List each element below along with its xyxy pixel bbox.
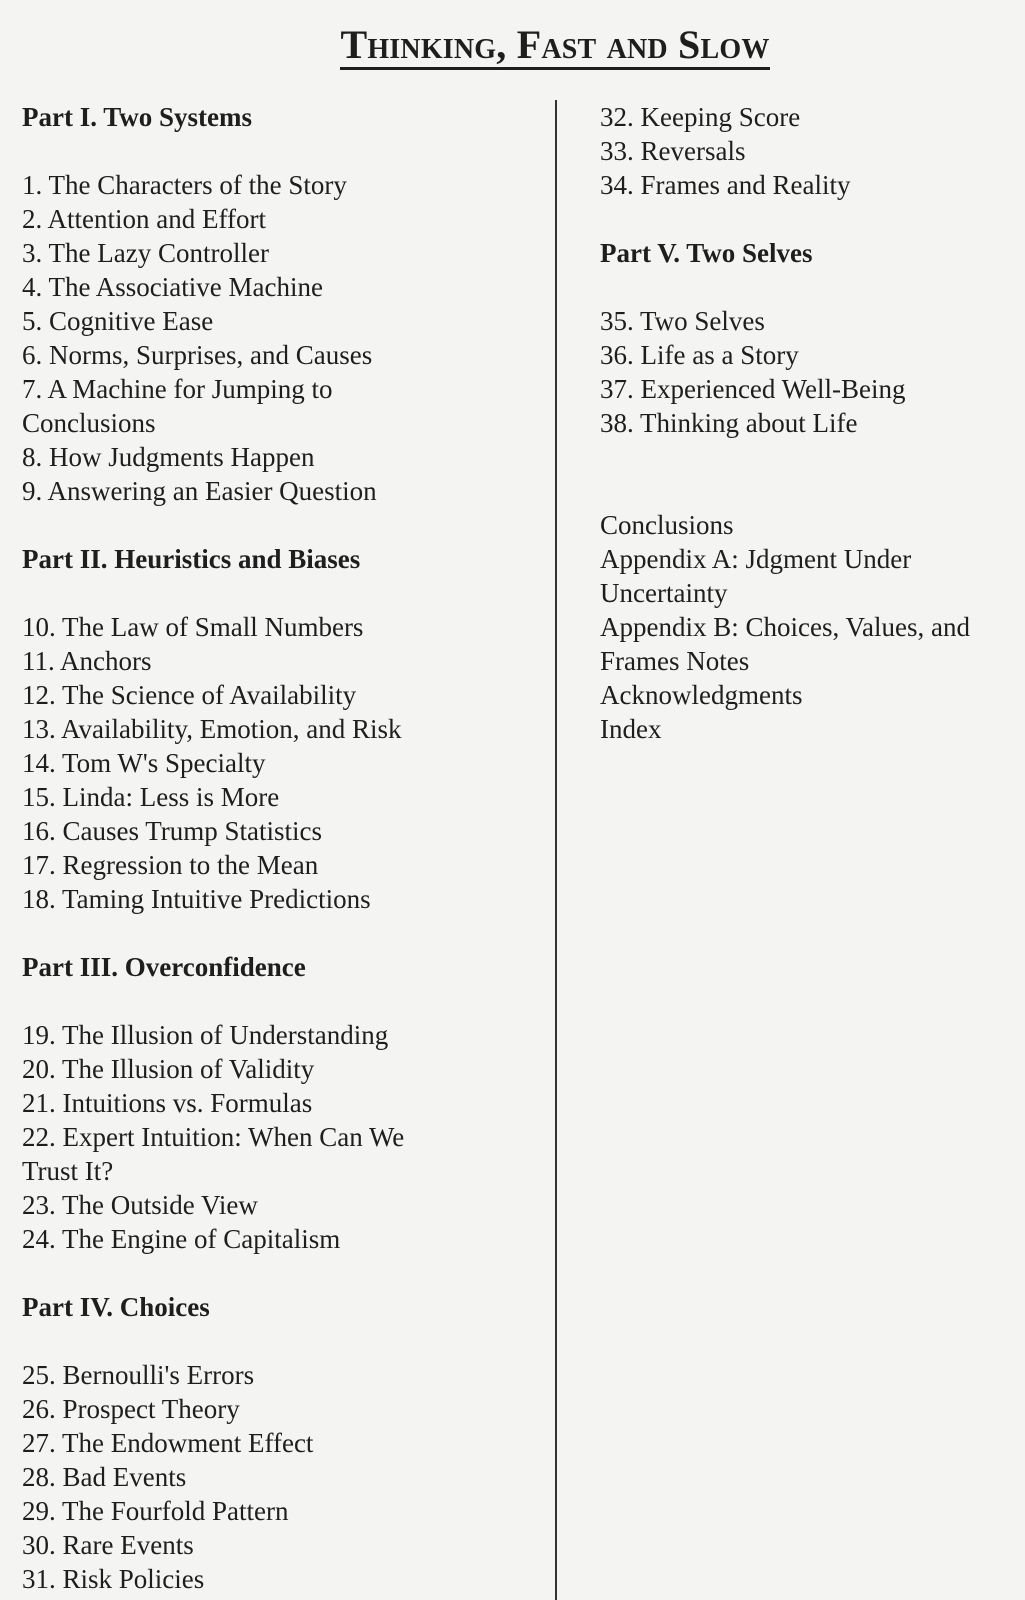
toc-entry: 38. Thinking about Life — [600, 408, 858, 438]
toc-entry: 31. Risk Policies — [22, 1564, 205, 1594]
toc-entry: 2. Attention and Effort — [22, 204, 266, 234]
left-column — [22, 100, 522, 1596]
spacer — [22, 1324, 522, 1358]
toc-entry: 16. Causes Trump Statistics — [22, 816, 323, 846]
toc-entry: 34. Frames and Reality — [600, 170, 851, 200]
spacer — [22, 134, 522, 168]
backmatter-entry: Acknowledgments — [600, 680, 803, 710]
toc-entry: 13. Availability, Emotion, and Risk — [22, 714, 402, 744]
toc-entry: 20. The Illusion of Validity — [22, 1054, 315, 1084]
spacer — [22, 984, 522, 1018]
toc-entry: 19. The Illusion of Understanding — [22, 1020, 389, 1050]
toc-entry: 4. The Associative Machine — [22, 272, 323, 302]
toc-entry: 21. Intuitions vs. Formulas — [22, 1088, 313, 1118]
toc-entry: 18. Taming Intuitive Predictions — [22, 884, 371, 914]
part-heading: Part III. Overconfidence — [22, 952, 306, 982]
toc-entry: 28. Bad Events — [22, 1462, 187, 1492]
backmatter-entry: Conclusions — [600, 510, 734, 540]
title-text: Thinking, Fast and Slow — [340, 23, 769, 70]
spacer — [22, 916, 522, 950]
toc-entry-continuation: Trust It? — [22, 1156, 114, 1186]
spacer — [22, 508, 522, 542]
toc-entry: 15. Linda: Less is More — [22, 782, 280, 812]
toc-entry: 1. The Characters of the Story — [22, 170, 347, 200]
toc-entry: 22. Expert Intuition: When Can We — [22, 1122, 405, 1152]
toc-entry: 33. Reversals — [600, 136, 746, 166]
toc-entry: 35. Two Selves — [600, 306, 765, 336]
part-heading: Part I. Two Systems — [22, 102, 252, 132]
toc-entry: 32. Keeping Score — [600, 102, 801, 132]
toc-entry: 14. Tom W's Specialty — [22, 748, 266, 778]
toc-entry-continuation: Conclusions — [22, 408, 156, 438]
backmatter-entry: Index — [600, 714, 662, 744]
column-divider — [555, 100, 557, 1600]
toc-entry: 3. The Lazy Controller — [22, 238, 269, 268]
spacer — [600, 202, 1020, 236]
part-heading: Part V. Two Selves — [600, 238, 813, 268]
toc-entry: 25. Bernoulli's Errors — [22, 1360, 255, 1390]
part-heading: Part II. Heuristics and Biases — [22, 544, 361, 574]
toc-entry: 12. The Science of Availability — [22, 680, 357, 710]
toc-entry: 5. Cognitive Ease — [22, 306, 214, 336]
spacer — [600, 474, 1020, 508]
backmatter-entry: Appendix B: Choices, Values, and — [600, 612, 970, 642]
spacer — [22, 576, 522, 610]
toc-entry: 30. Rare Events — [22, 1530, 194, 1560]
toc-entry: 9. Answering an Easier Question — [22, 476, 377, 506]
toc-entry: 27. The Endowment Effect — [22, 1428, 314, 1458]
toc-entry: 17. Regression to the Mean — [22, 850, 319, 880]
toc-entry: 37. Experienced Well-Being — [600, 374, 906, 404]
toc-entry: 26. Prospect Theory — [22, 1394, 240, 1424]
page-title — [0, 20, 1025, 70]
toc-entry: 23. The Outside View — [22, 1190, 258, 1220]
backmatter-entry-continuation: Frames Notes — [600, 646, 750, 676]
toc-entry: 8. How Judgments Happen — [22, 442, 315, 472]
backmatter-entry-continuation: Uncertainty — [600, 578, 728, 608]
toc-entry: 29. The Fourfold Pattern — [22, 1496, 289, 1526]
right-column — [600, 100, 1020, 746]
spacer — [22, 1256, 522, 1290]
toc-entry: 11. Anchors — [22, 646, 152, 676]
toc-entry: 7. A Machine for Jumping to — [22, 374, 333, 404]
toc-entry: 24. The Engine of Capitalism — [22, 1224, 341, 1254]
toc-entry: 36. Life as a Story — [600, 340, 799, 370]
backmatter-entry: Appendix A: Jdgment Under — [600, 544, 912, 574]
toc-entry: 10. The Law of Small Numbers — [22, 612, 364, 642]
spacer — [600, 270, 1020, 304]
toc-entry: 6. Norms, Surprises, and Causes — [22, 340, 373, 370]
spacer — [600, 440, 1020, 474]
part-heading: Part IV. Choices — [22, 1292, 210, 1322]
